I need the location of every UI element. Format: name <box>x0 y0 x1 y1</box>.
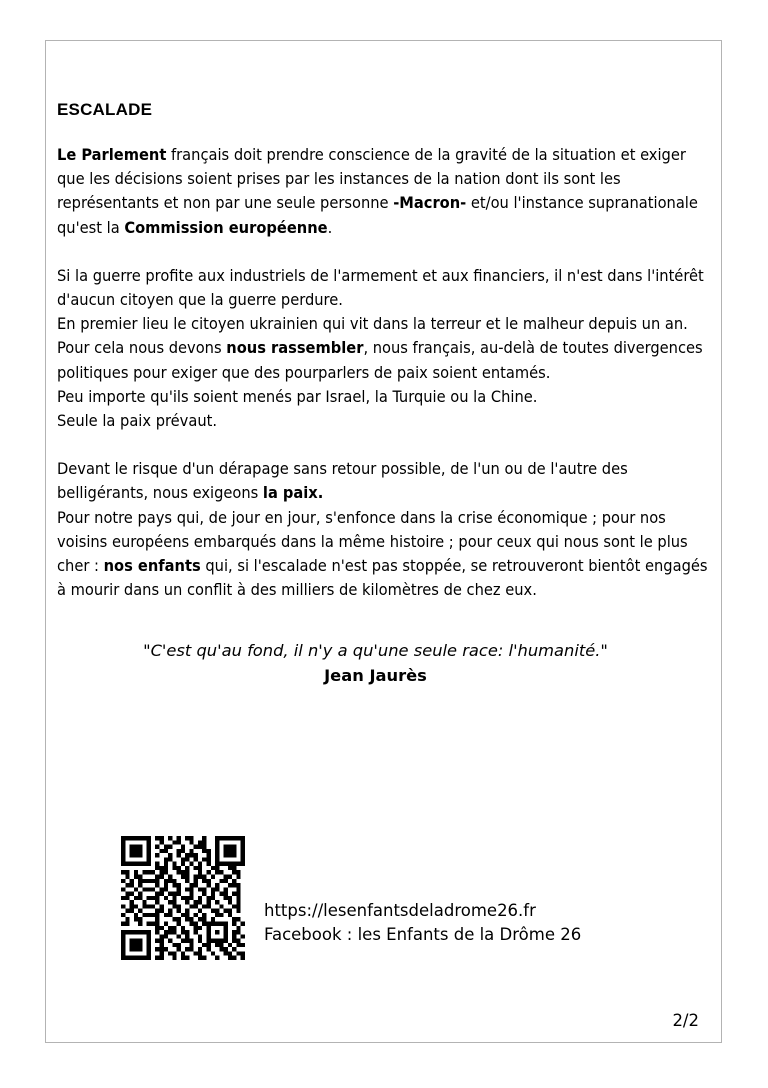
spacer <box>57 240 712 264</box>
text-p3-l1-a: Devant le risque d'un dérapage sans retour possible, de l'un ou de l'autre des belligérants, nous exigeons <box>57 459 628 503</box>
page-title: ESCALADE <box>57 100 153 119</box>
text-p1-body2: et/ou l'instance supranationale qu'est la <box>57 193 698 237</box>
footer-contact-block <box>119 836 679 960</box>
facebook-link[interactable]: Facebook : les Enfants de la Drôme 26 <box>264 925 582 944</box>
spacer <box>57 131 712 143</box>
text-bold-le-parlement: Le Parlement <box>57 145 167 164</box>
paragraph-guerre-line4: Peu importe qu'ils soient menés par Israel, la Turquie ou la Chine. <box>57 386 538 406</box>
paragraph-crise <box>57 506 712 603</box>
website-link[interactable]: https://lesenfantsdeladrome26.fr <box>264 901 536 920</box>
text-bold-la-paix: la paix. <box>262 483 324 503</box>
paragraph-guerre-line2: En premier lieu le citoyen ukrainien qui vit dans la terreur et le malheur depuis un an. <box>57 314 688 334</box>
text-p1-body: français doit prendre conscience de la gravité de la situation et exiger que les décisions soient prises par les instances de la nation dont ils sont les représentants et non par une seule personne <box>57 145 686 213</box>
spacer <box>57 626 712 638</box>
text-bold-nos-enfants: nos enfants <box>103 556 201 576</box>
text-bold-nous-rassembler: nous rassembler <box>226 338 364 358</box>
document-page <box>45 40 722 1043</box>
text-bold-commission-europeenne: Commission européenne <box>124 217 328 237</box>
quote-block <box>57 638 712 688</box>
text-p3-l2-c: qui, si l'escalade n'est pas stoppée, se retrouveront bientôt engagés à mourir dans un conflit à des milliers de kilomètres de chez eux. <box>57 556 708 600</box>
text-p3-l2-a: Pour notre pays qui, de jour en jour, s'enfonce dans la crise économique ; pour nos voisins européens embarqués dans la même histoire ; pour ceux qui nous sont le plus cher : <box>57 507 688 576</box>
spacer <box>57 433 712 457</box>
page-number: 2/2 <box>672 1011 699 1030</box>
text-bold-macron: -Macron- <box>393 193 467 213</box>
document-body <box>57 99 712 688</box>
paragraph-guerre-line1: Si la guerre profite aux industriels de l'armement et aux financiers, il n'est dans l'intérêt d'aucun citoyen que la guerre perdure. <box>57 265 704 310</box>
spacer <box>57 602 712 626</box>
quote-author: Jean Jaurès <box>324 666 427 686</box>
paragraph-guerre-line3 <box>57 336 712 384</box>
paragraph-parlement <box>57 143 712 240</box>
paragraph-guerre-line5: Seule la paix prévaut. <box>57 411 217 431</box>
text-p1-period: . <box>327 217 333 237</box>
contact-links <box>264 899 581 947</box>
quote-text: "C'est qu'au fond, il n'y a qu'une seule race: l'humanité." <box>143 641 608 661</box>
text-p2-l3-a: Pour cela nous devons <box>57 338 227 358</box>
qr-code[interactable] <box>119 836 247 960</box>
qr-code-icon <box>119 836 247 960</box>
text-p2-l3-c: , nous français, au-delà de toutes divergences politiques pour exiger que des pourparlers de paix soient entamés. <box>57 338 703 382</box>
paragraph-derapage <box>57 457 712 505</box>
